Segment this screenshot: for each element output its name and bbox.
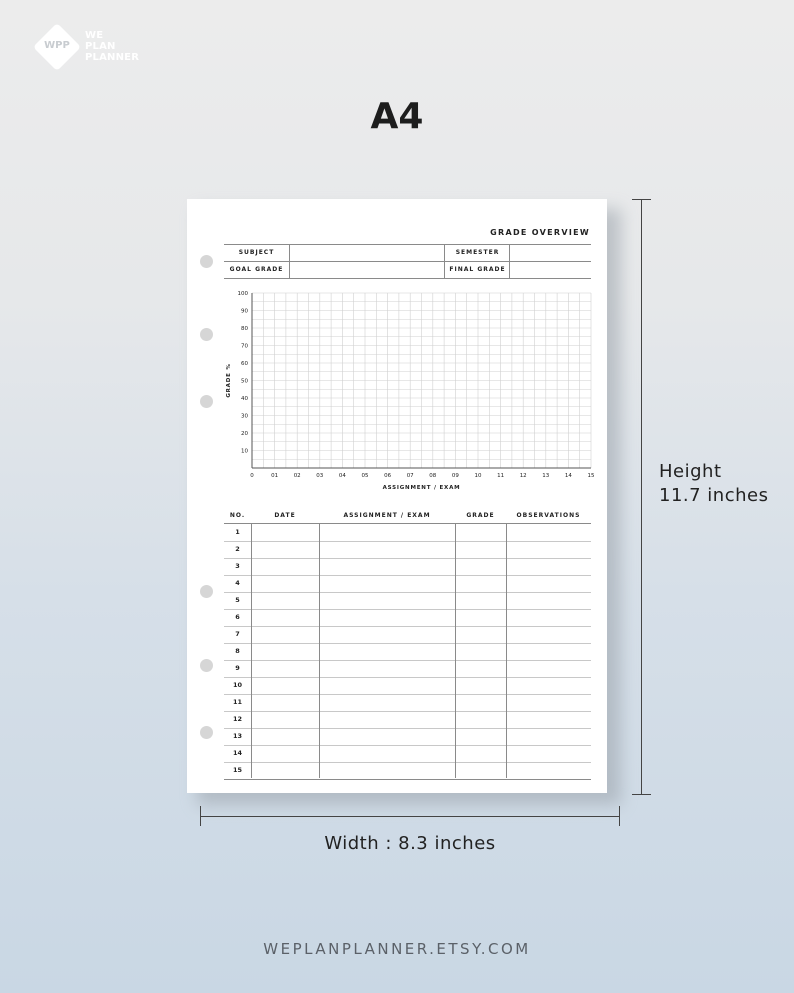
- x-tick-label: 01: [271, 473, 279, 479]
- x-axis-label: ASSIGNMENT / EXAM: [382, 485, 461, 491]
- table-row: [224, 575, 591, 593]
- x-tick-label: 06: [384, 473, 392, 479]
- dimension-cap: [632, 794, 651, 795]
- x-tick-label: 15: [587, 473, 595, 479]
- grade-chart-svg: [217, 285, 597, 495]
- x-tick-label: 02: [293, 473, 301, 479]
- table-row: [224, 762, 591, 780]
- height-label: [659, 460, 768, 508]
- log-divider: [319, 524, 320, 778]
- table-row: [224, 728, 591, 746]
- height-label-title: Height: [659, 461, 722, 482]
- header-date: DATE: [274, 512, 296, 519]
- x-tick-label: 13: [542, 473, 550, 479]
- row-number: 15: [232, 766, 243, 774]
- logo-word: WE: [85, 29, 104, 41]
- row-number: 10: [232, 681, 243, 689]
- logo-wordmark: [85, 31, 139, 64]
- punch-hole-icon: [200, 659, 213, 672]
- planner-sheet: [187, 199, 607, 793]
- sheet-title: GRADE OVERVIEW: [490, 228, 590, 237]
- shop-url: WEPLANPLANNER.ETSY.COM: [263, 940, 531, 958]
- x-tick-label: 07: [406, 473, 414, 479]
- row-number: 1: [235, 528, 240, 536]
- row-number: 6: [235, 613, 240, 621]
- brand-logo: [33, 22, 139, 72]
- y-tick-label: 40: [241, 396, 248, 402]
- dimension-cap: [200, 806, 201, 826]
- x-tick-label: 14: [564, 473, 572, 479]
- log-divider: [251, 524, 252, 778]
- table-row: [224, 626, 591, 644]
- table-row: [224, 711, 591, 729]
- header-assignment: ASSIGNMENT / EXAM: [343, 512, 431, 519]
- punch-hole-icon: [200, 328, 213, 341]
- punch-hole-icon: [200, 585, 213, 598]
- row-number: 7: [235, 630, 240, 638]
- y-tick-label: 90: [241, 308, 248, 315]
- subject-label: SUBJECT: [238, 249, 275, 256]
- x-tick-label: 03: [316, 473, 324, 479]
- x-tick-label: 12: [519, 473, 527, 479]
- y-tick-label: 10: [241, 448, 248, 455]
- y-tick-label: 70: [241, 343, 248, 350]
- width-dimension-line: [200, 816, 620, 817]
- info-row: [224, 245, 591, 262]
- row-number: 14: [232, 749, 243, 757]
- row-number: 2: [235, 545, 240, 553]
- goal-grade-label: GOAL GRADE: [229, 266, 284, 273]
- punch-hole-icon: [200, 255, 213, 268]
- x-tick-label: 09: [451, 473, 459, 479]
- y-tick-label: 100: [237, 291, 248, 297]
- logo-word: PLANNER: [85, 51, 140, 63]
- header-grade: GRADE: [466, 512, 495, 519]
- x-tick-label: 11: [497, 473, 505, 479]
- info-table: [224, 244, 591, 279]
- dimension-cap: [619, 806, 620, 826]
- header-no: NO.: [229, 512, 246, 519]
- x-tick-label: 0: [250, 473, 254, 479]
- final-grade-label: FINAL GRADE: [449, 266, 506, 273]
- info-divider: [289, 245, 290, 278]
- row-number: 11: [232, 698, 243, 706]
- table-row: [224, 609, 591, 627]
- table-row: [224, 677, 591, 695]
- table-row: [224, 592, 591, 610]
- logo-diamond-icon: [33, 22, 81, 72]
- table-row: [224, 541, 591, 559]
- table-row: [224, 745, 591, 763]
- table-row: [224, 524, 591, 542]
- log-table: [224, 524, 591, 778]
- table-row: [224, 558, 591, 576]
- row-number: 9: [235, 664, 240, 672]
- info-divider: [509, 245, 510, 278]
- y-tick-label: 20: [241, 431, 248, 437]
- paper-size-title: A4: [370, 96, 424, 137]
- x-tick-label: 08: [429, 473, 437, 479]
- row-number: 8: [235, 647, 240, 655]
- logo-mark-text: WPP: [44, 40, 70, 51]
- punch-hole-icon: [200, 726, 213, 739]
- x-tick-label: 04: [338, 473, 346, 479]
- y-tick-label: 30: [241, 413, 248, 420]
- x-tick-label: 05: [361, 473, 369, 479]
- row-number: 12: [232, 715, 243, 723]
- table-row: [224, 660, 591, 678]
- log-header-row: [224, 509, 591, 524]
- logo-word: PLAN: [85, 40, 116, 52]
- info-divider: [444, 245, 445, 278]
- log-divider: [506, 524, 507, 778]
- row-number: 4: [235, 579, 240, 587]
- height-dimension-line: [641, 199, 642, 795]
- table-row: [224, 643, 591, 661]
- log-divider: [455, 524, 456, 778]
- y-tick-label: 50: [241, 378, 248, 385]
- header-observations: OBSERVATIONS: [516, 512, 581, 519]
- table-row: [224, 694, 591, 712]
- y-tick-label: 80: [241, 326, 248, 332]
- grade-chart: [217, 285, 597, 495]
- y-axis-label: GRADE %: [226, 363, 232, 398]
- height-label-value: 11.7 inches: [659, 485, 769, 506]
- dimension-cap: [632, 199, 651, 200]
- punch-hole-icon: [200, 395, 213, 408]
- row-number: 3: [235, 562, 240, 570]
- width-label: Width : 8.3 inches: [324, 833, 496, 854]
- row-number: 5: [235, 596, 240, 604]
- semester-label: SEMESTER: [455, 249, 500, 256]
- x-tick-label: 10: [474, 473, 482, 479]
- row-number: 13: [232, 732, 243, 740]
- info-row: [224, 262, 591, 278]
- y-tick-label: 60: [241, 361, 248, 367]
